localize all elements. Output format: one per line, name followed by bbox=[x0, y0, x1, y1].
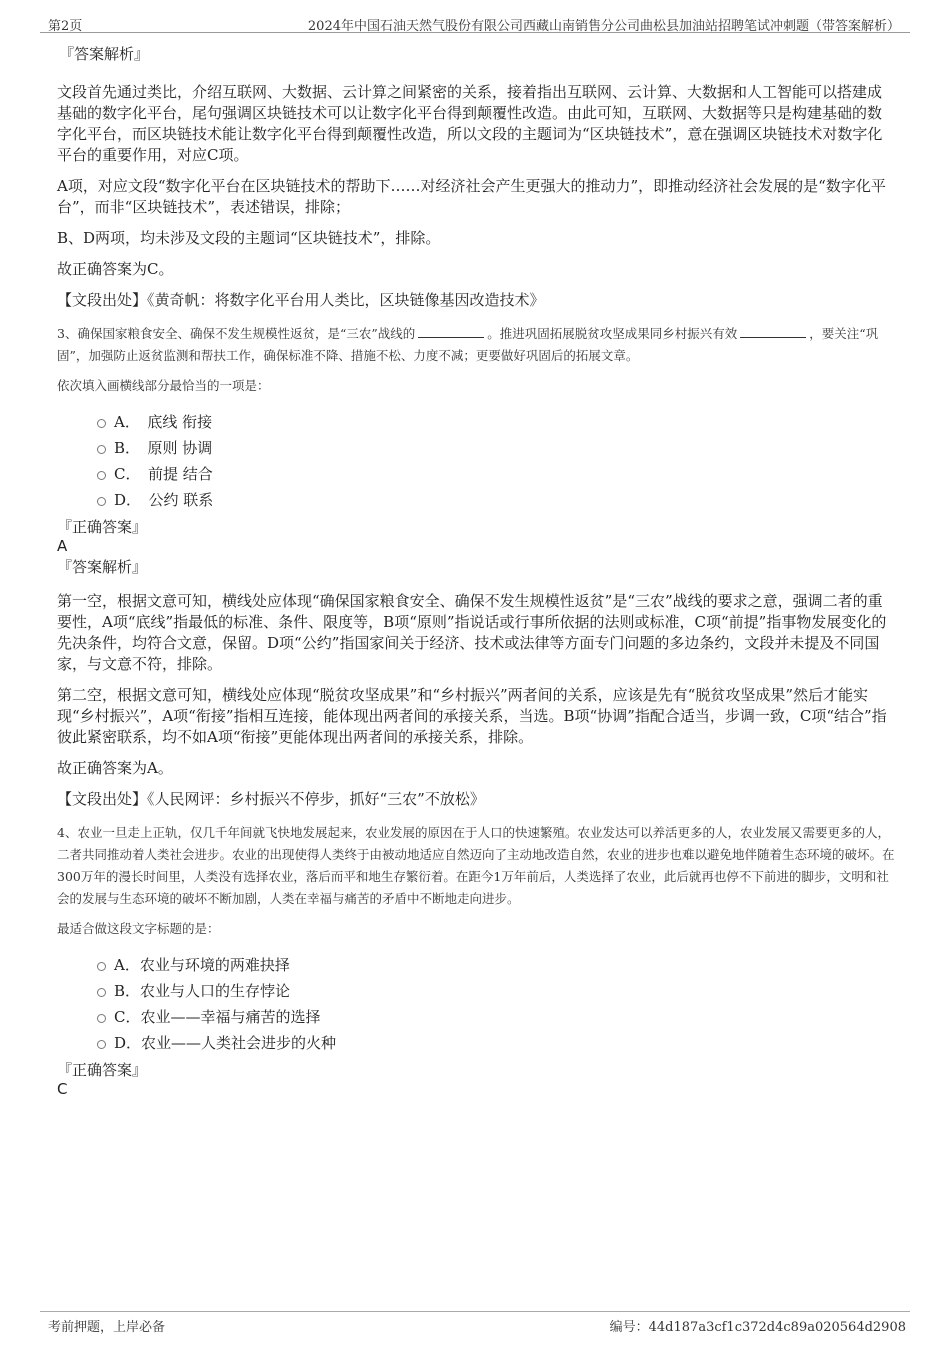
source-citation: 【文段出处】《黄奇帆：将数字化平台用人类比，区块链像基因改造技术》 bbox=[57, 291, 545, 309]
options-list bbox=[57, 409, 895, 513]
source-citation: 【文段出处】《人民网评：乡村振兴不停步，抓好“三农”不放松》 bbox=[57, 790, 485, 808]
option-d[interactable]: D．农业——人类社会进步的火种 bbox=[97, 1030, 895, 1056]
correct-answer-label: 『正确答案』 bbox=[57, 518, 148, 536]
radio-icon[interactable] bbox=[97, 445, 106, 454]
option-b[interactable]: B．农业与人口的生存悖论 bbox=[97, 978, 895, 1004]
analysis-paragraph: B、D两项，均未涉及文段的主题词“区块链技术”，排除。 bbox=[57, 229, 441, 247]
document-id: 编号：44d187a3cf1c372d4c89a020564d2908 bbox=[609, 1320, 906, 1335]
radio-icon[interactable] bbox=[97, 497, 106, 506]
question-prompt: 最适合做这段文字标题的是： bbox=[57, 921, 220, 936]
radio-icon[interactable] bbox=[97, 419, 106, 428]
option-b[interactable]: B． 原则 协调 bbox=[97, 435, 895, 461]
option-a[interactable]: A．农业与环境的两难抉择 bbox=[97, 952, 895, 978]
correct-answer-value: C bbox=[57, 1080, 68, 1098]
analysis-paragraph: 第二空，根据文意可知，横线处应体现“脱贫攻坚成果”和“乡村振兴”两者间的关系，应该是先有“脱贫攻坚成果”然后才能实现“乡村振兴”，A项“衔接”指相互连接，能体现出两者间的承接关系，当选。B项“协调”指配合适当，步调一致，C项“结合”指彼此紧密联系，均不如A项“衔接”更能体现出两者间的承接关系，排除。 bbox=[57, 686, 887, 746]
analysis-label: 『答案解析』 bbox=[57, 558, 148, 576]
analysis-paragraph: 第一空，根据文意可知，横线处应体现“确保国家粮食安全、确保不发生规模性返贫”是“三农”战线的要求之意，强调二者的重要性，A项“底线”指最低的标准、条件、限度等，B项“原则”指说话或行事所依据的法则或标准，C项“前提”指事物发展变化的先决条件，均符合文意，保留。D项“公约”指国家间关于经济、技术或法律等方面专门问题的多边条约，文段并未提及不同国家，与文意不符，排除。 bbox=[57, 592, 887, 673]
question-prompt: 依次填入画横线部分最恰当的一项是： bbox=[57, 378, 270, 393]
final-answer-text: 故正确答案为A。 bbox=[57, 759, 173, 777]
option-a[interactable]: A． 底线 衔接 bbox=[97, 409, 895, 435]
page-header bbox=[40, 12, 910, 33]
blank-line bbox=[418, 325, 484, 338]
option-d[interactable]: D． 公约 联系 bbox=[97, 487, 895, 513]
blank-line bbox=[740, 325, 806, 338]
option-c[interactable]: C． 前提 结合 bbox=[97, 461, 895, 487]
analysis-paragraph: 文段首先通过类比，介绍互联网、大数据、云计算之间紧密的关系，接着指出互联网、云计算、大数据和人工智能可以搭建成基础的数字化平台，尾句强调区块链技术可以让数字化平台得到颠覆性改造。由此可知，互联网、大数据等只是构建基础的数字化平台，而区块链技术能让数字化平台得到颠覆性改造，所以文段的主题词为“区块链技术”，意在强调区块链技术对数字化平台的重要作用，对应C项。 bbox=[57, 83, 883, 164]
main-content bbox=[57, 44, 895, 1098]
radio-icon[interactable] bbox=[97, 988, 106, 997]
page-number: 第2页 bbox=[48, 19, 83, 34]
radio-icon[interactable] bbox=[97, 471, 106, 480]
correct-answer-value: A bbox=[57, 537, 68, 555]
footer-slogan: 考前押题，上岸必备 bbox=[48, 1320, 166, 1335]
document-title: 2024年中国石油天然气股份有限公司西藏山南销售分公司曲松县加油站招聘笔试冲刺题（带答案解析） bbox=[307, 19, 900, 34]
analysis-label: 『答案解析』 bbox=[59, 45, 150, 63]
final-answer-text: 故正确答案为C。 bbox=[57, 260, 174, 278]
radio-icon[interactable] bbox=[97, 1014, 106, 1023]
question-stem: 4、农业一旦走上正轨，仅几千年间就飞快地发展起来，农业发展的原因在于人口的快速繁殖。农业发达可以养活更多的人，农业发展又需要更多的人，二者共同推动着人类社会进步。农业的出现使得人类终于由被动地适应自然迈向了主动地改造自然，农业的进步也难以避免地伴随着生态环境的破坏。在300万年的漫长时间里，人类没有选择农业，落后而平和地生存繁衍着。在距今1万年前后，人类选择了农业，此后就再也停不下前进的脚步，文明和社会的发展与生态环境的破坏不断加剧，人类在幸福与痛苦的矛盾中不断地走向进步。 bbox=[57, 825, 895, 906]
radio-icon[interactable] bbox=[97, 1040, 106, 1049]
options-list bbox=[57, 952, 895, 1056]
analysis-paragraph: A项，对应文段“数字化平台在区块链技术的帮助下……对经济社会产生更强大的推动力”，即推动经济社会发展的是“数字化平台”，而非“区块链技术”，表述错误，排除； bbox=[57, 177, 886, 216]
radio-icon[interactable] bbox=[97, 962, 106, 971]
page-footer bbox=[40, 1311, 910, 1336]
correct-answer-label: 『正确答案』 bbox=[57, 1061, 148, 1079]
question-stem: 3、确保国家粮食安全、确保不发生规模性返贫，是“三农”战线的 。推进巩固拓展脱贫攻坚成果同乡村振兴有效 ，要关注“巩固”，加强防止返贫监测和帮扶工作，确保标准不降、措施不松、力度不减；更要做好巩固后的拓展文章。 bbox=[57, 326, 879, 363]
option-c[interactable]: C．农业——幸福与痛苦的选择 bbox=[97, 1004, 895, 1030]
